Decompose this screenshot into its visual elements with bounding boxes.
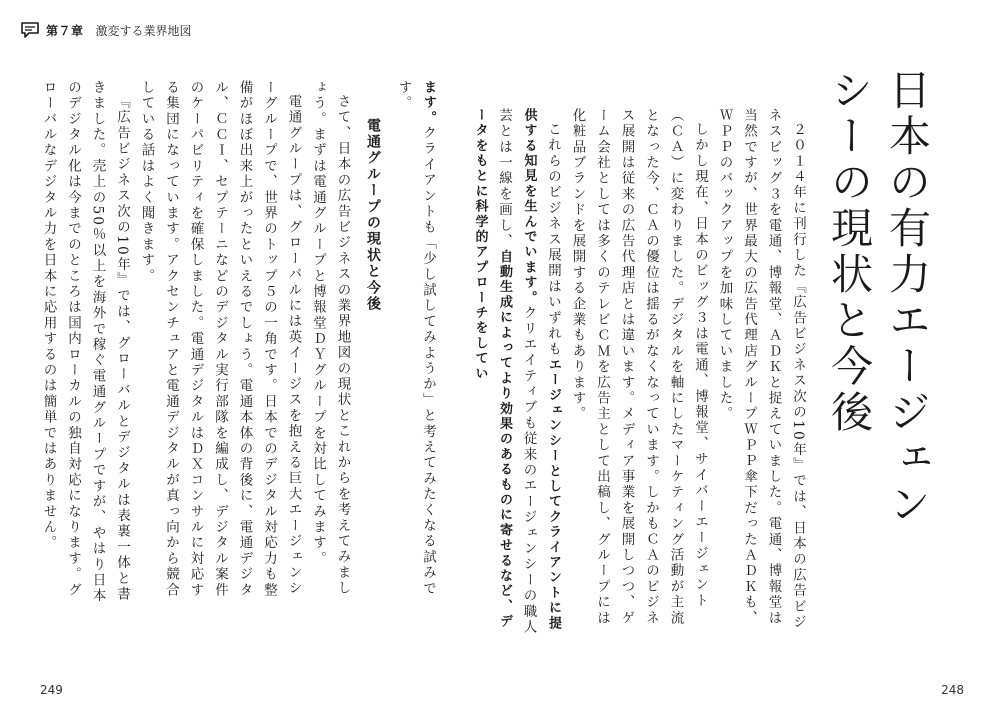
chapter-header: [20, 18, 192, 42]
paragraph: 『広告ビジネス次の10年』では、グローバルとデジタルは表裏一体と書きました。売上の50％以上を海外で稼ぐ電通グループですが、やはり日本のデジタル化は今までのところは国内ローカルの独自対応になります。グローバルなデジタル力を日本に応用するのは簡単ではありません。: [40, 80, 130, 604]
chapter-title: 激変する業界地図: [95, 23, 192, 38]
emphasis-text: 自動生成によってより効果のあるものに寄せるなど、データをもとに科学的アプローチをしてい: [472, 108, 512, 630]
left-page-body: [36, 80, 440, 608]
right-page-body: [467, 108, 810, 636]
emphasis-text: エージェンシーとしてクライアントに提供する知見を生んでいます。: [521, 108, 561, 631]
paragraph: [467, 108, 565, 636]
paragraph: しかし現在、日本のビッグ３は電通、博報堂、サイバーエージェント（ＣＡ）に変わりました。デジタルを軸にしたマーケティング活動が主流となった今、ＣＡの優位は揺るがなくなっています。しかもＣＡのビジネス展開は従来の広告代理店とは違います。メディア事業を展開しつつ、ゲーム会社としては多くのテレビＣＭを広告主として出稿し、グループには化粧品ブランドを展開する企業もあります。: [569, 108, 708, 627]
page-number-right: 248: [941, 683, 964, 697]
paragraph: ２０１４年に刊行した『広告ビジネス次の10年』では、日本の広告ビジネスビッグ３を電通、博報堂、ＡＤＫと捉えていました。電通、博報堂は当然ですが、世界最大の広告代理店グループＷＰＰ傘下だったＡＤＫも、ＷＰＰのバックアップを加味していました。: [716, 108, 806, 630]
paragraph-text: これらのビジネス展開はいずれも: [545, 121, 561, 357]
paragraph-text: クライアントも「少し試してみようか」と考えてみたくなる試みです。: [395, 80, 436, 597]
speech-bubble-icon: [20, 21, 40, 39]
paragraph-text: クリエイティブも従来のエージェンシーの職人芸とは一線を画し、: [496, 108, 537, 636]
paragraph: さて、日本の広告ビジネスの業界地図の現状とこれからを考えてみましょう。まずは電通グループと博報堂ＤＹグループを対比してみます。: [310, 80, 351, 596]
section-title: 日本の有力エージェンシーの現状と今後: [825, 68, 932, 528]
paragraph: [391, 80, 440, 608]
paragraph: 電通グループは、グローバルには英イージスを抱える巨大エージェンシーグループで、世界のトップ５の一角です。日本でのデジタル対応力も整備がほぼ出来上がったといえるでしょう。電通本体の背後に、電通デジタル、ＣＣＩ、セプテーニなどのデジタル実行部隊を編成し、デジタル案件のケーパビリティを確保しました。電通デジタルはＤＸコンサルに対応する集団になっています。アクセンチュアと電通デジタルが真っ向から競合している話はよく聞きます。: [138, 80, 302, 599]
page-number-left: 249: [40, 683, 63, 697]
emphasis-text: ます。: [421, 80, 436, 126]
section-heading: 電通グループの現状と今後: [365, 118, 381, 313]
chapter-number: 第７章: [46, 23, 84, 38]
